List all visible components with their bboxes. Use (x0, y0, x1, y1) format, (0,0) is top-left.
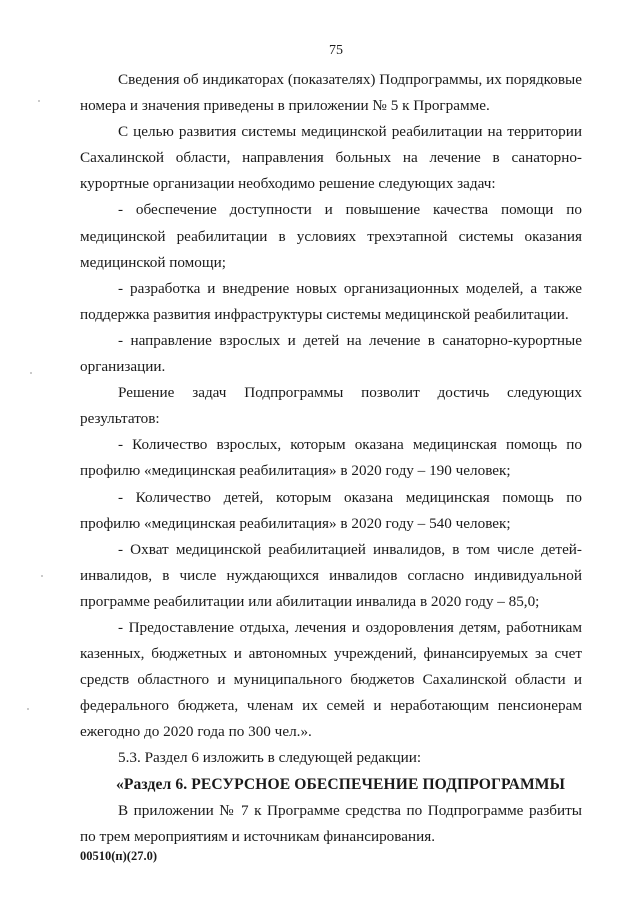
paragraph-result-disabled: - Охват медицинской реабилитацией инвалидов, в том числе детей-инвалидов, в числе нуждающихся инвалидов согласно индивидуальной программе реабилитации или абилитации инвалида в 2020 году – 85,0; (80, 540, 582, 610)
paragraph-result-recreation: - Предоставление отдыха, лечения и оздоровления детям, работникам казенных, бюджетных и автономных учреждений, финансируемых за счет средств областного и муниципального бюджетов Сахалинской области и федерального бюджета, членам их семей и неработающим пенсионерам ежегодно до 2020 года по 300 чел.». (80, 618, 582, 741)
paragraph-goals-intro: С целью развития системы медицинской реабилитации на территории Сахалинской области, направления больных на лечение в санаторно-курортные организации необходимо решение следующих задач: (80, 123, 582, 193)
paragraph-result-adults: - Количество взрослых, которым оказана медицинская помощь по профилю «медицинская реабилитация» в 2020 году – 190 человек; (80, 436, 582, 480)
paragraph-task-models: - разработка и внедрение новых организационных моделей, а также поддержка развития инфраструктуры системы медицинской реабилитации. (80, 279, 582, 323)
page-number: 75 (329, 43, 343, 58)
paragraph-task-accessibility: - обеспечение доступности и повышение качества помощи по медицинской реабилитации в условиях трехэтапной системы оказания медицинской помощи; (80, 201, 582, 271)
document-code: 00510(п)(27.0) (80, 849, 157, 863)
document-body (80, 67, 582, 850)
paragraph-results-intro: Решение задач Подпрограммы позволит достичь следующих результатов: (80, 384, 582, 428)
paragraph-task-referral: - направление взрослых и детей на лечение в санаторно-курортные организации. (80, 331, 582, 376)
scan-speck (27, 708, 29, 710)
scan-speck (41, 575, 43, 577)
scan-speck (30, 372, 32, 374)
paragraph-appendix-funding: В приложении № 7 к Программе средства по Подпрограмме разбиты по трем мероприятиям и источникам финансирования. (80, 801, 582, 845)
paragraph-result-children: - Количество детей, которым оказана медицинская помощь по профилю «медицинская реабилитация» в 2020 году – 540 человек; (80, 488, 582, 532)
paragraph-section-edit: 5.3. Раздел 6 изложить в следующей редакции: (118, 749, 422, 767)
section-heading: «Раздел 6. РЕСУРСНОЕ ОБЕСПЕЧЕНИЕ ПОДПРОГРАММЫ (116, 775, 566, 793)
scan-speck (38, 100, 40, 102)
paragraph-indicators: Сведения об индикаторах (показателях) Подпрограммы, их порядковые номера и значения приведены в приложении № 5 к Программе. (80, 71, 582, 115)
